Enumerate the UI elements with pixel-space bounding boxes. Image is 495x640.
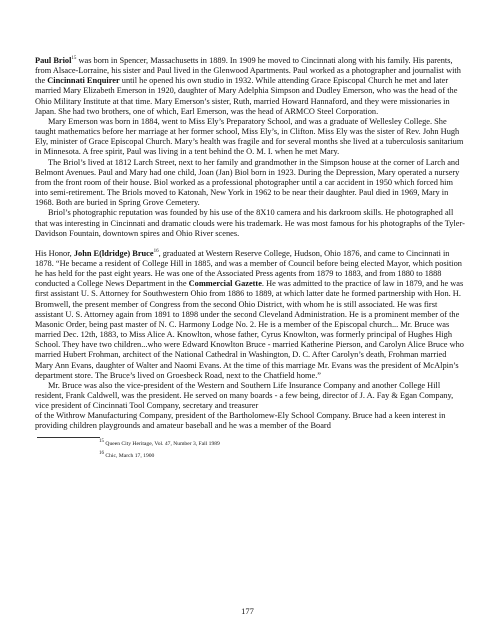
footnote-number: 15 [99, 438, 104, 444]
briol-name: Paul Briol [35, 56, 72, 65]
bruce-text-2: . He was admitted to the practice of law in 1879, and he was first assistant U. S. Attorney for Southwestern Ohio from 1886 to 1889, at which latter date he formed partnership with Hon. H. Bromwell, the present member of Congress from the second Ohio District, with whom he is still associated. He was first assistant U. S. Attorney again from 1891 to 1898 under the second Cleveland Administration. He is a prominent member of the Masonic Order, being past master of N. C. Harmony Lodge No. 2. He is a member of the Episcopal church... Mr. Bruce was married Dec. 12th, 1883, to Miss Alice A. Knowlton, whose father, Cyrus Knowlton, was formerly principal of Hughes High School. They have two children...who were Edward Knowlton Bruce - married Katherine Pierson, and Carolyn Alice Bruce who married Hubert Frohman, architect of the National Cathedral in Washington, D. C. After Carolyn’s death, Frohman married Mary Ann Evans, daughter of Walter and Naomi Evans. At the time of this marriage Mr. Evans was the president of McAlpin’s department store. The Bruce’s lived on Groesbeck Road, next to the Chatfield home.” [35, 279, 464, 380]
briol-paragraph-3: The Briol’s lived at 1812 Larch Street, next to her family and grandmother in the Simpson house at the corner of Larch and Belmont Avenues. Paul and Mary had one child, Joan (Jan) Biol born in 1923. During the Depression, Mary operated a nursery from the front room of their house. Biol worked as a professional photographer until a car accident in 1950 which forced him into semi-retirement. The Briols moved to Katonah, New York in 1962 to be near their daughter. Paul died in 1969, Mary in 1968. Both are buried in Spring Grove Cemetery. [35, 157, 460, 208]
footnote-divider [37, 437, 100, 438]
briol-text-2: until he opened his own studio in 1932. While attending Grace Episcopal Church he met and later married Mary Elizabeth Emerson in 1920, daughter of Mary Adelphia Simpson and Dudley Emerson, who was the head of the Ohio Military Institute at that time. Mary Emerson’s sister, Ruth, married Howard Hannaford, and they were missionaries in Japan. She had two brothers, one of which, Earl Emerson, was the head of ARMCO Steel Corporation. [35, 76, 458, 116]
briol-text-1: was born in Spencer, Massachusetts in 1889. In 1909 he moved to Cincinnati along with his family. His parents, from Alsace-Lorraine, his sister and Paul lived in the Glenwood Apartments. Paul worked as a photographer and journalist with the [35, 56, 461, 86]
footnote-text: Chic, March 17, 1900 [104, 452, 155, 459]
bruce-paragraph-2: Mr. Bruce was also the vice-president of the Western and Southern Life Insurance Company and another College Hill resident, Frank Caldwell, was the president. He served on many boards - a few being, director of J. A. Fay & Egan Company, vice president of Cincinnati Tool Company, secretary and treasurer [35, 380, 454, 411]
briol-newspaper: Cincinnati Enquirer [47, 76, 120, 86]
footnote-text: Queen City Heritage, Vol. 47, Number 3, Fall 1989 [104, 440, 220, 447]
page-number: 177 [241, 606, 254, 616]
footnote-number: 16 [99, 450, 104, 456]
bruce-name: John E(ldridge) Bruce [73, 248, 154, 258]
footnote-ref-16: 16 [153, 249, 159, 255]
bruce-lead: His Honor, [35, 248, 74, 258]
briol-paragraph-1 [35, 56, 465, 117]
footnote-15 [99, 438, 465, 448]
briol-paragraph-2: Mary Emerson was born in 1884, went to Miss Ely’s Preparatory School, and was a graduate of Wellesley College. She taught mathematics before her marriage at her former school, Miss Ely’s, in Clifton. Miss Ely was the sister of Rev. John Hugh Ely, minister of Grace Episcopal Church. Mary’s health was fragile and for several months she lived at a tuberculosis sanitarium in Minnesota. A free spirit, Paul was living in a tent behind the O. M. I. when he met Mary. [35, 116, 464, 157]
footnote-16 [99, 450, 465, 460]
bruce-newspaper: Commercial Gazette [188, 279, 262, 289]
briol-paragraph-4: Briol’s photographic reputation was founded by his use of the 8X10 camera and his darkroom skills. He photographed all that was interesting in Cincinnati and dramatic clouds were his trademark. He was most famous for his photographs of the Tyler-Davidson Fountain, downtown spires and Ohio River scenes. [35, 208, 465, 238]
bruce-paragraph-1 [35, 249, 465, 381]
footnote-ref-15: 15 [71, 56, 77, 62]
bruce-text-1: , graduated at Western Reserve College, Hudson, Ohio 1876, and came to Cincinnati in 1878. “He became a resident of College Hill in 1885, and was a member of Council before being elected Mayor, which position he has held for the past eight years. He was one of the Associated Press agents from 1879 to 1883, and from 1880 to 1888 conducted a College News Department in the [35, 248, 462, 289]
bruce-paragraph-3: of the Withrow Manufacturing Company, president of the Bartholomew-Ely School Company. Bruce had a keen interest in providing children playgrounds and amateur baseball and he was a member of the Board [35, 411, 446, 431]
